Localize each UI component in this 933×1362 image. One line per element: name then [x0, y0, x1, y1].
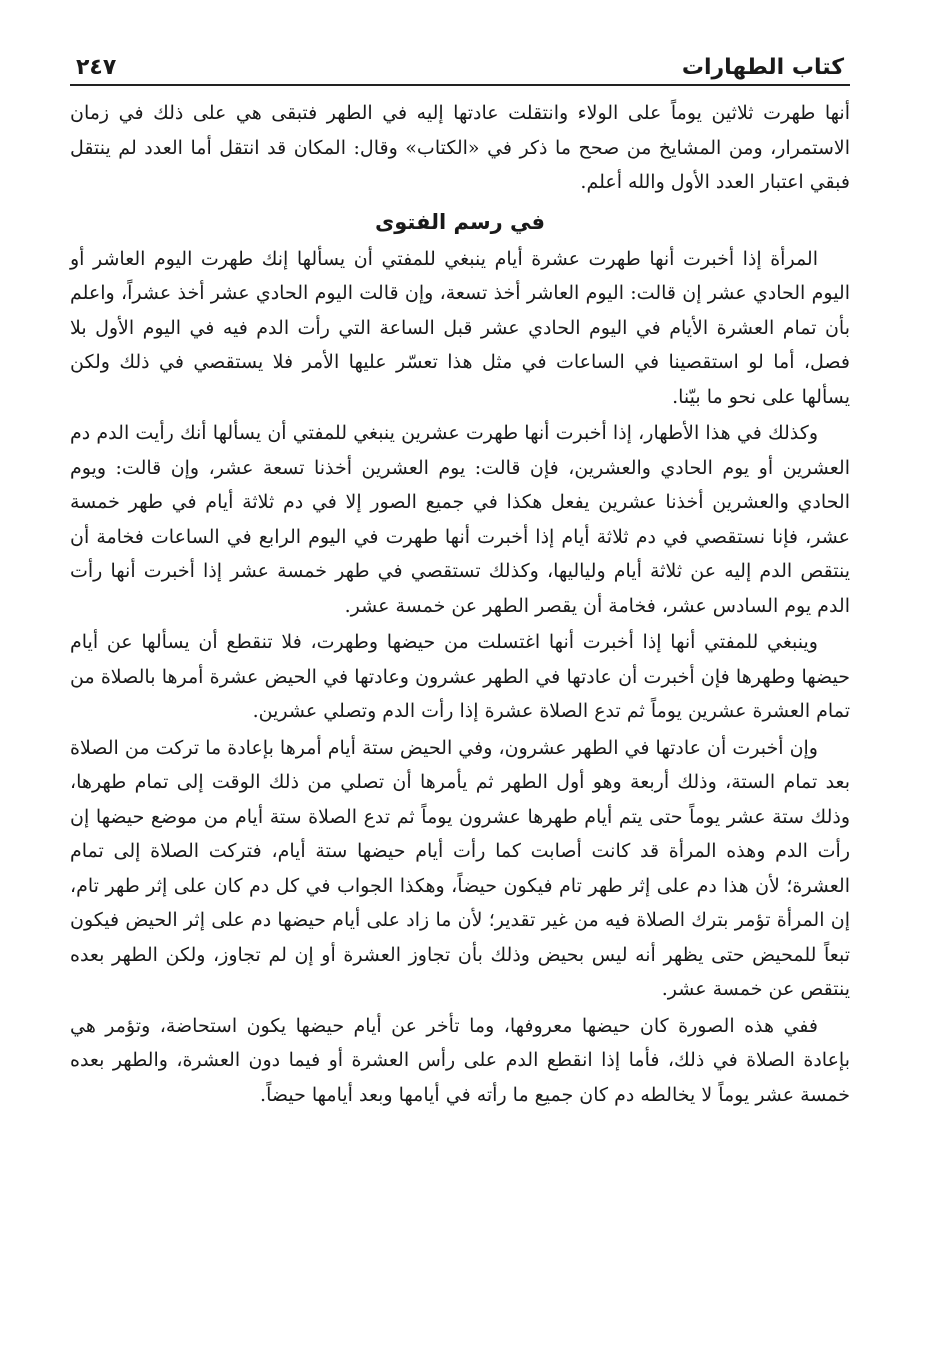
running-title: كتاب الطهارات	[681, 55, 844, 80]
book-page	[70, 40, 850, 1340]
section-heading: في رسم الفتوى	[374, 209, 545, 234]
page-body	[70, 96, 850, 1112]
page-header	[70, 40, 850, 86]
paragraph: وكذلك في هذا الأطهار، إذا أخبرت أنها طهرت عشرين ينبغي للمفتي أن يسألها أنك رأيت الدم دم العشرين أو يوم الحادي والعشرين، فإن قالت: يوم العشرين أخذنا تسعة عشر، وإن قالت: ويوم الحادي والعشرين أخذنا عشرين يفعل هكذا في جميع الصور إلا في دم ثلاثة أيام في طهر خمسة عشر، فإنا نستقصي في دم ثلاثة أيام إذا أخبرت أنها طهرت في اليوم الرابع في الساعات فخامة أن ينتقص الدم إليه عن ثلاثة أيام ولياليها، وكذلك تستقصي في طهر خمسة عشر إذا أخبرت أنها رأت الدم يوم السادس عشر، فخامة أن يقصر الطهر عن خمسة عشر.	[70, 422, 850, 617]
page-number: ٢٤٧	[76, 55, 117, 80]
paragraph: المرأة إذا أخبرت أنها طهرت عشرة أيام ينبغي للمفتي أن يسألها إنك طهرت اليوم العاشر أو اليوم الحادي عشر إن قالت: اليوم العاشر أخذ تسعة، وإن قالت اليوم الحادي عشر أخذ عشراً، واعلم بأن تمام العشرة الأيام في اليوم الحادي عشر قبل الساعة التي رأت الدم فيه في اليوم الأول بلا فصل، أما لو استقصينا في الساعات في مثل هذا تعسّر عليها الأمر فلا يستقصي في ذلك ولكن يسألها على نحو ما بيّنا.	[70, 247, 850, 408]
paragraph: ففي هذه الصورة كان حيضها معروفها، وما تأخر عن أيام حيضها يكون استحاضة، وتؤمر هي بإعادة الصلاة في ذلك، فأما إذا انقطع الدم على رأس العشرة أو فيما دون العشرة، والطهر بعده خمسة عشر يوماً لا يخالطه دم كان جميع ما رأته في أيامها وبعد أيامها حيضاً.	[70, 1014, 850, 1106]
paragraph: وإن أخبرت أن عادتها في الطهر عشرون، وفي الحيض ستة أيام أمرها بإعادة ما تركت من الصلاة بعد تمام الستة، وذلك أربعة وهو أول الطهر ثم يأمرها أن تصلي من ذلك الوقت إلى تمام طهرها، وذلك ستة عشر يوماً حتى يتم أيام طهرها عشرون يوماً ثم تدع الصلاة ستة أيام من موضع حيضها إن رأت الدم وهذه المرأة قد كانت أصابت كما رأت أيام حيضها ستة أيام، فتركت الصلاة إلى تمام العشرة؛ لأن هذا دم على إثر طهر تام فيكون حيضاً، وهكذا الجواب في كل دم كان على إثر طهر تام، إن المرأة تؤمر بترك الصلاة فيه من غير تقدير؛ لأن ما زاد على أيام حيضها دم على إثر الحيض فيكون تبعاً للمحيض حتى يظهر أنه ليس بحيض وذلك بأن تجاوز العشرة أو إن لم تجاوز، ولكن الطهر بعده ينتقص عن خمسة عشر.	[70, 736, 850, 1000]
intro-paragraph: أنها طهرت ثلاثين يوماً على الولاء وانتقلت عادتها إليه في الطهر فتبقى هي على ذلك في زمان الاستمرار، ومن المشايخ من صحح ما ذكر في «الكتاب» وقال: المكان قد انتقل أما العدد لم ينتقل فبقي اعتبار العدد الأول والله أعلم.	[70, 102, 850, 193]
paragraph: وينبغي للمفتي أنها إذا أخبرت أنها اغتسلت من حيضها وطهرت، فلا تنقطع أن يسألها عن أيام حيضها وطهرها فإن أخبرت أن عادتها في الطهر عشرون وعادتها في الحيض عشرة أمرها بالصلاة من تمام العشرة عشرين يوماً ثم تدع الصلاة عشرة إذا رأت الدم وتصلي عشرين.	[70, 631, 850, 722]
